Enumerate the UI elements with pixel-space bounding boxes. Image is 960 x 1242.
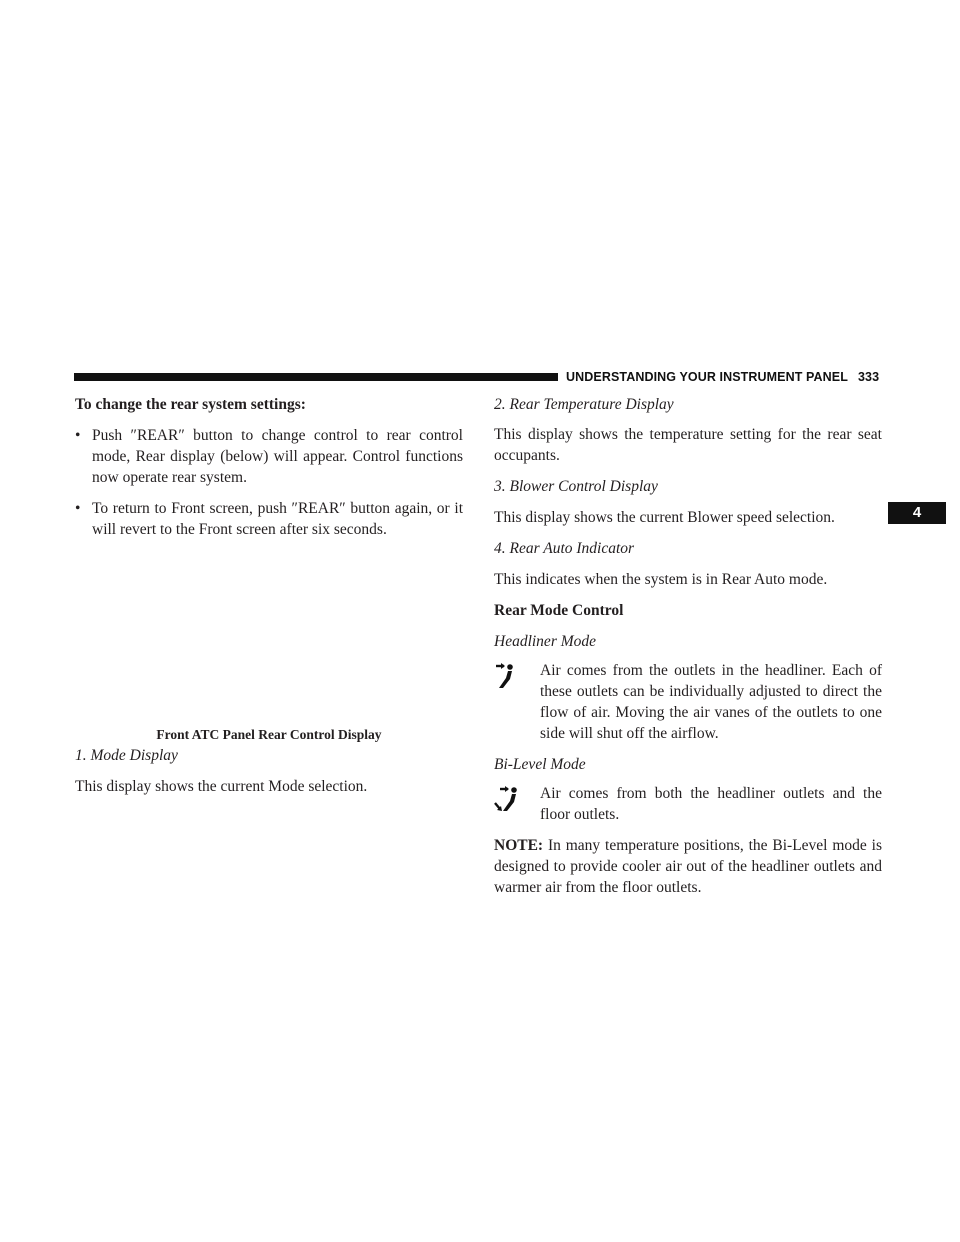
bi-level-mode-icon <box>494 785 520 815</box>
item4-text: This indicates when the system is in Rear Auto mode. <box>494 571 828 588</box>
item3-title: 3. Blower Control Display <box>494 478 658 495</box>
headliner-text: Air comes from the outlets in the headliner. Each of these outlets can be individually adjusted to direct the flow of air. Moving the air vanes of the outlets to one side will shut off the airflow. <box>540 662 882 742</box>
note-label: NOTE: <box>494 837 544 854</box>
chapter-tab: 4 <box>888 502 946 524</box>
bullet-item: • To return to Front screen, push ″REAR″ button again, or it will revert to the Front screen after six seconds. <box>75 500 463 538</box>
item2-title: 2. Rear Temperature Display <box>494 396 674 413</box>
header-rule <box>74 373 558 381</box>
item2-text: This display shows the temperature setting for the rear seat occupants. <box>494 426 882 464</box>
settings-heading: To change the rear system settings: <box>75 396 306 413</box>
bi-level-mode-block <box>494 783 882 825</box>
note-text: In many temperature positions, the Bi-Level mode is designed to provide cooler air out of the headliner outlets and warmer air from the floor outlets. <box>494 837 882 896</box>
running-header <box>566 370 879 384</box>
item3-text: This display shows the current Blower speed selection. <box>494 509 835 526</box>
right-column <box>494 394 882 898</box>
note-paragraph <box>494 835 882 898</box>
figure-area <box>75 540 463 726</box>
left-column <box>75 394 463 797</box>
settings-bullets <box>75 425 463 540</box>
section-title: UNDERSTANDING YOUR INSTRUMENT PANEL <box>566 370 848 384</box>
rear-mode-heading: Rear Mode Control <box>494 602 624 619</box>
bilevel-title: Bi-Level Mode <box>494 756 586 773</box>
figure-caption: Front ATC Panel Rear Control Display <box>156 727 382 742</box>
bullet-item: • Push ″REAR″ button to change control to rear control mode, Rear display (below) will appear. Control functions now operate rear system. <box>75 427 463 486</box>
item1-text: This display shows the current Mode selection. <box>75 778 368 795</box>
item1-title: 1. Mode Display <box>75 747 178 764</box>
bilevel-text: Air comes from both the headliner outlets and the floor outlets. <box>540 785 882 823</box>
headliner-mode-block <box>494 660 882 744</box>
headliner-title: Headliner Mode <box>494 633 597 650</box>
headliner-mode-icon <box>494 662 520 692</box>
item4-title: 4. Rear Auto Indicator <box>494 540 635 557</box>
page-number: 333 <box>857 370 880 384</box>
